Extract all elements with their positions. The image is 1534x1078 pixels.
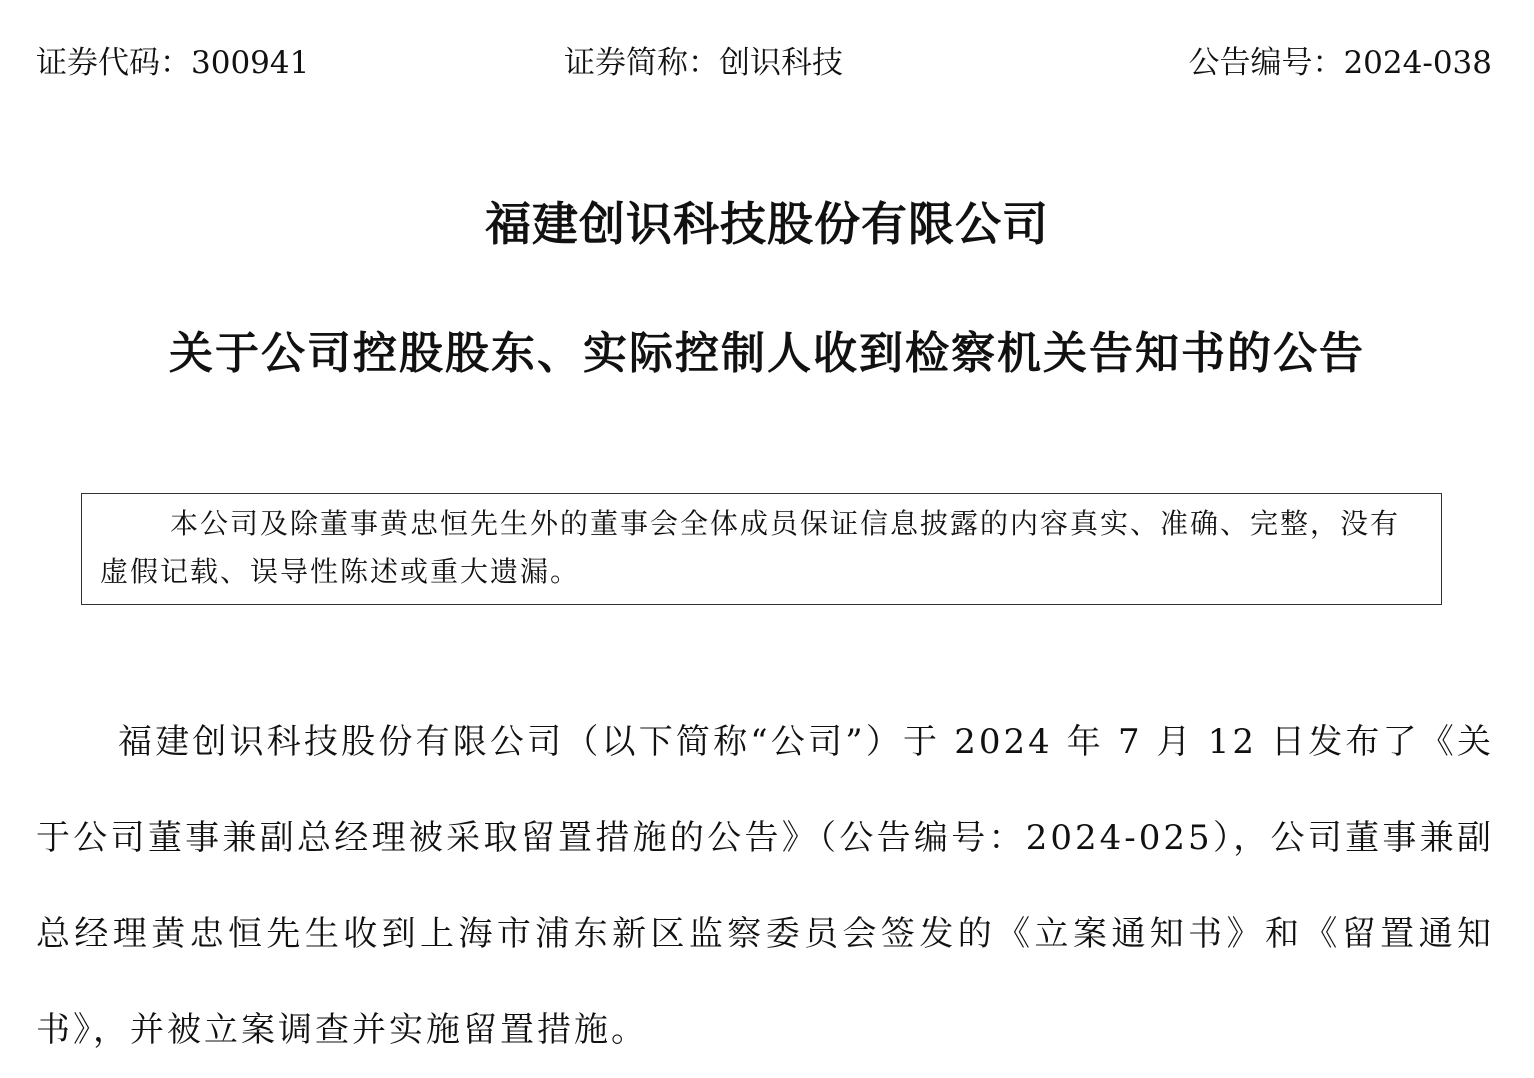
announcement-title: 关于公司控股股东、实际控制人收到检察机关告知书的公告 <box>169 328 1365 379</box>
stock-code: 证券代码：300941 <box>36 45 310 81</box>
company-title: 福建创识科技股份有限公司 <box>485 197 1049 251</box>
disclaimer-text: 本公司及除董事黄忠恒先生外的董事会全体成员保证信息披露的内容真实、准确、完整，没有虚假记载、误导性陈述或重大遗漏。 <box>100 507 1401 588</box>
disclaimer-box <box>81 493 1442 605</box>
body-paragraph: 福建创识科技股份有限公司（以下简称“公司”）于 2024 年 7 月 12 日发布了《关于公司董事兼副总经理被采取留置措施的公告》（公告编号：2024-025），公司董事兼副总经理黄忠恒先生收到上海市浦东新区监察委员会签发的《立案通知书》和《留置通知书》，并被立案调查并实施留置措施。 <box>36 722 1494 1050</box>
announcement-number: 公告编号：2024-038 <box>1188 45 1492 81</box>
document-header <box>36 40 1492 86</box>
stock-abbreviation: 证券简称：创识科技 <box>564 45 843 81</box>
